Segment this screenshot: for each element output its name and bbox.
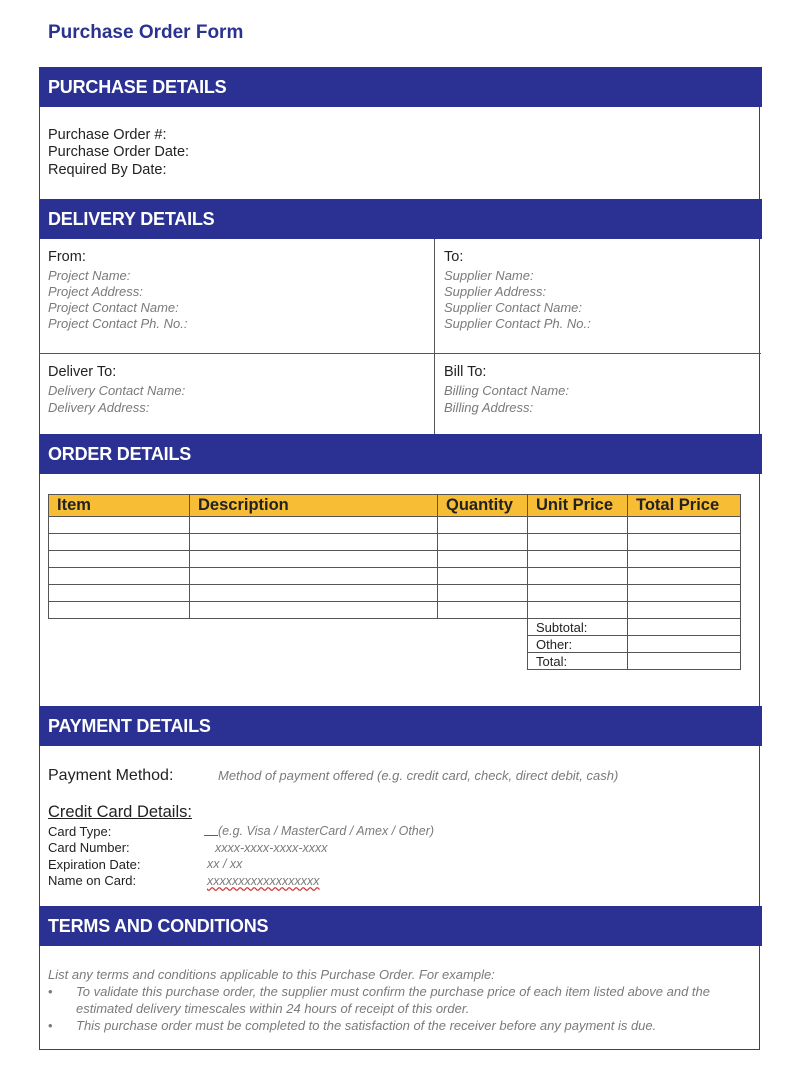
col-quantity: Quantity [438,495,528,517]
bullet-marker: • [48,984,53,999]
bullet-marker: • [48,1018,53,1033]
supplier-contact-name-field: Supplier Contact Name: [444,300,583,315]
section-header-payment: PAYMENT DETAILS [39,706,762,746]
delivery-row-divider [39,353,761,354]
totals-table [527,618,741,670]
expiration-date-value[interactable]: xx / xx [207,857,243,871]
subtotal-label: Subtotal: [528,619,628,636]
supplier-name-field: Supplier Name: [444,268,534,283]
total-label: Total: [528,653,628,670]
table-cell[interactable] [528,602,628,619]
table-cell[interactable] [438,534,528,551]
table-cell[interactable] [49,551,190,568]
table-cell[interactable] [628,551,741,568]
table-row [49,585,741,602]
po-number-label: Purchase Order #: [48,127,167,143]
name-on-card-label: Name on Card: [48,873,137,888]
table-cell[interactable] [190,534,438,551]
other-label: Other: [528,636,628,653]
table-cell[interactable] [190,551,438,568]
from-label: From: [48,249,86,265]
table-row [49,602,741,619]
billing-contact-name-field: Billing Contact Name: [444,383,569,398]
table-cell[interactable] [628,568,741,585]
total-value-cell[interactable] [628,653,741,670]
project-name-field: Project Name: [48,268,131,283]
project-contact-phone-field: Project Contact Ph. No.: [48,316,188,331]
table-cell[interactable] [49,585,190,602]
table-cell[interactable] [628,517,741,534]
to-label: To: [444,249,464,265]
table-cell[interactable] [528,568,628,585]
terms-bullet-1: To validate this purchase order, the supplier must confirm the purchase price of each item listed above and the estimated delivery timescales within 24 hours of receipt of this order. [76,984,710,1016]
billing-address-field: Billing Address: [444,400,534,415]
table-cell[interactable] [528,551,628,568]
table-cell[interactable] [628,585,741,602]
table-row [49,568,741,585]
table-cell[interactable] [438,585,528,602]
table-cell[interactable] [49,602,190,619]
table-cell[interactable] [190,602,438,619]
table-cell[interactable] [438,602,528,619]
col-total-price: Total Price [628,495,741,517]
project-contact-name-field: Project Contact Name: [48,300,179,315]
project-address-field: Project Address: [48,284,143,299]
delivery-address-field: Delivery Address: [48,400,150,415]
col-unit-price: Unit Price [528,495,628,517]
table-cell[interactable] [628,602,741,619]
card-number-label: Card Number: [48,840,130,855]
table-cell[interactable] [528,534,628,551]
card-type-value[interactable]: (e.g. Visa / MasterCard / Amex / Other) [218,824,435,838]
delivery-divider [434,239,435,435]
text-cursor-mark [204,835,218,836]
bill-to-label: Bill To: [444,364,487,380]
name-on-card-value[interactable]: xxxxxxxxxxxxxxxxxx [207,874,320,888]
col-item: Item [49,495,190,517]
card-number-value[interactable]: xxxx-xxxx-xxxx-xxxx [215,841,328,855]
other-row [528,636,741,653]
po-date-label: Purchase Order Date: [48,144,190,160]
subtotal-row [528,619,741,636]
page-title: Purchase Order Form [48,22,244,43]
table-cell[interactable] [438,568,528,585]
table-cell[interactable] [628,534,741,551]
section-header-purchase: PURCHASE DETAILS [39,67,762,107]
table-cell[interactable] [49,534,190,551]
section-header-delivery: DELIVERY DETAILS [39,199,762,239]
other-value-cell[interactable] [628,636,741,653]
credit-card-title: Credit Card Details: [48,803,192,821]
order-table-header [49,495,741,517]
supplier-address-field: Supplier Address: [444,284,547,299]
table-cell[interactable] [49,568,190,585]
terms-bullet-2: This purchase order must be completed to the satisfaction of the receiver before any payment is due. [76,1018,657,1033]
deliver-to-label: Deliver To: [48,364,117,380]
table-cell[interactable] [190,517,438,534]
expiration-date-label: Expiration Date: [48,857,141,872]
col-description: Description [190,495,438,517]
payment-method-hint: Method of payment offered (e.g. credit card, check, direct debit, cash) [218,768,619,783]
supplier-contact-phone-field: Supplier Contact Ph. No.: [444,316,591,331]
table-cell[interactable] [49,517,190,534]
table-row [49,551,741,568]
card-type-label: Card Type: [48,824,112,839]
table-cell[interactable] [190,585,438,602]
subtotal-value-cell[interactable] [628,619,741,636]
terms-intro: List any terms and conditions applicable to this Purchase Order. For example: [48,967,495,982]
table-row [49,517,741,534]
delivery-contact-name-field: Delivery Contact Name: [48,383,186,398]
order-table [48,494,741,619]
table-cell[interactable] [438,551,528,568]
table-cell[interactable] [528,585,628,602]
payment-method-label: Payment Method: [48,767,174,784]
required-by-label: Required By Date: [48,162,167,178]
table-cell[interactable] [190,568,438,585]
section-header-order: ORDER DETAILS [39,434,762,474]
total-row [528,653,741,670]
section-header-terms: TERMS AND CONDITIONS [39,906,762,946]
table-row [49,534,741,551]
table-cell[interactable] [438,517,528,534]
table-cell[interactable] [528,517,628,534]
